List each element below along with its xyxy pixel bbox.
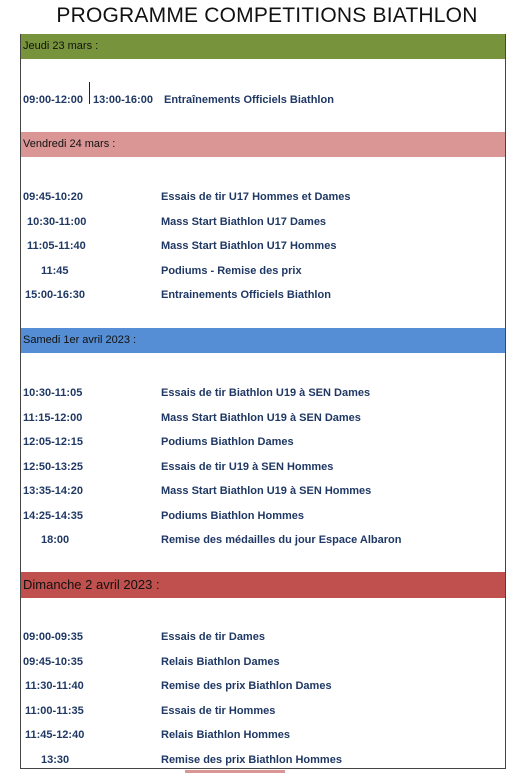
event-title: Mass Start Biathlon U17 Dames — [161, 216, 327, 228]
event-time: 11:45-12:40 — [25, 729, 85, 741]
event-title: Podiums Biathlon Hommes — [161, 510, 305, 522]
event-time: 14:25-14:35 — [23, 510, 83, 522]
event-title: Relais Biathlon Dames — [161, 656, 280, 668]
event-time: 09:45-10:20 — [23, 191, 83, 203]
event-row — [21, 91, 505, 109]
event-row — [21, 507, 505, 525]
event-time: 11:15-12:00 — [23, 412, 83, 424]
time-separator — [89, 82, 90, 104]
event-title: Entraînements Officiels Biathlon — [164, 94, 334, 106]
day-header-sunday: Dimanche 2 avril 2023 : — [21, 572, 505, 598]
event-title: Mass Start Biathlon U19 à SEN Hommes — [161, 485, 372, 497]
event-time-secondary: 13:00-16:00 — [93, 94, 153, 106]
event-row — [21, 384, 505, 402]
event-row — [21, 531, 505, 549]
event-row — [21, 726, 505, 744]
event-row — [21, 751, 505, 769]
event-time: 15:00-16:30 — [25, 289, 85, 301]
event-row — [21, 702, 505, 720]
day-header-thursday: Jeudi 23 mars : — [21, 34, 505, 59]
event-title: Remise des prix Biathlon Hommes — [161, 754, 342, 766]
event-time: 10:30-11:00 — [27, 216, 87, 228]
schedule-sheet — [20, 34, 506, 769]
event-title: Essais de tir U17 Hommes et Dames — [161, 191, 351, 203]
event-time: 11:00-11:35 — [25, 705, 84, 717]
day-header-friday: Vendredi 24 mars : — [21, 132, 505, 157]
event-row — [21, 677, 505, 695]
event-time: 11:05-11:40 — [27, 240, 86, 252]
event-title: Mass Start Biathlon U19 à SEN Dames — [161, 412, 361, 424]
event-row — [21, 458, 505, 476]
event-title: Mass Start Biathlon U17 Hommes — [161, 240, 337, 252]
page-edge-mark — [185, 770, 285, 773]
event-row — [21, 409, 505, 427]
event-row — [21, 237, 505, 255]
event-time: 12:05-12:15 — [23, 436, 83, 448]
event-title: Relais Biathlon Hommes — [161, 729, 290, 741]
event-time: 13:35-14:20 — [23, 485, 83, 497]
event-row — [21, 433, 505, 451]
event-time: 09:00-09:35 — [23, 631, 83, 643]
day-header-saturday: Samedi 1er avril 2023 : — [21, 328, 505, 353]
event-row — [21, 653, 505, 671]
event-row — [21, 262, 505, 280]
event-time: 11:45 — [41, 265, 69, 277]
event-time: 12:50-13:25 — [23, 461, 83, 473]
event-title: Podiums Biathlon Dames — [161, 436, 294, 448]
event-time: 18:00 — [41, 534, 70, 546]
event-title: Essais de tir Biathlon U19 à SEN Dames — [161, 387, 371, 399]
event-title: Essais de tir Hommes — [161, 705, 276, 717]
event-time: 09:45-10:35 — [23, 656, 83, 668]
event-title: Essais de tir U19 à SEN Hommes — [161, 461, 334, 473]
event-row — [21, 286, 505, 304]
event-title: Remise des médailles du jour Espace Albaron — [161, 534, 402, 546]
event-row — [21, 213, 505, 231]
event-title: Podiums - Remise des prix — [161, 265, 302, 277]
event-row — [21, 188, 505, 206]
event-row — [21, 628, 505, 646]
event-row — [21, 482, 505, 500]
event-title: Entrainements Officiels Biathlon — [161, 289, 331, 301]
event-time: 10:30-11:05 — [23, 387, 83, 399]
event-time: 09:00-12:00 — [23, 94, 83, 106]
event-time: 11:30-11:40 — [25, 680, 84, 692]
event-title: Essais de tir Dames — [161, 631, 265, 643]
page-title: PROGRAMME COMPETITIONS BIATHLON — [56, 4, 478, 27]
event-time: 13:30 — [41, 754, 70, 766]
event-title: Remise des prix Biathlon Dames — [161, 680, 332, 692]
